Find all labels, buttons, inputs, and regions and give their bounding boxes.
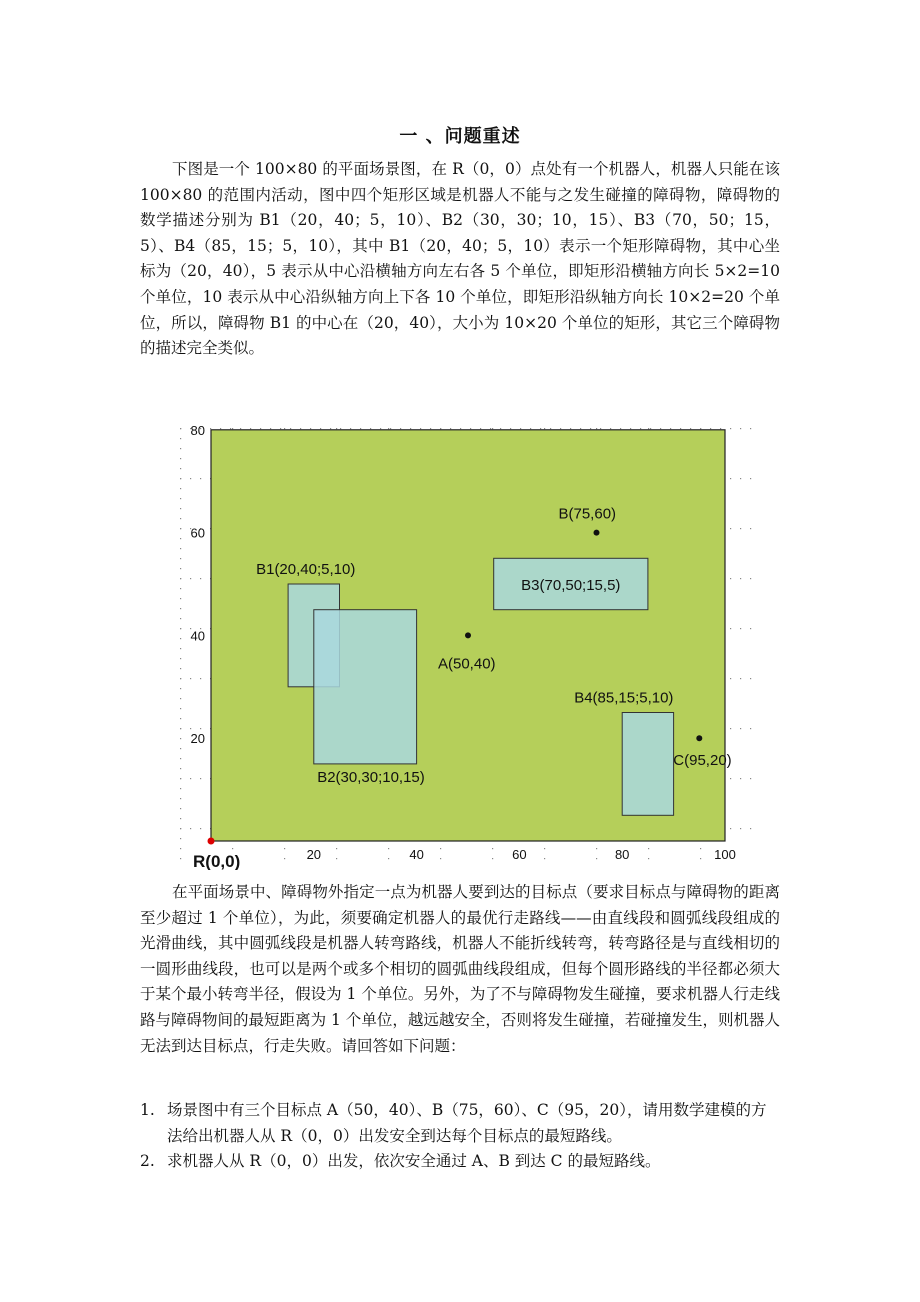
obstacle-label: B1(20,40;5,10)	[256, 561, 356, 578]
grid-dot	[190, 778, 191, 779]
grid-dot	[180, 698, 181, 699]
grid-dot	[180, 558, 181, 559]
grid-dot	[260, 428, 261, 429]
section-heading: 一 、问题重述	[399, 126, 521, 147]
grid-dot	[180, 428, 181, 429]
grid-dot	[330, 428, 331, 429]
grid-dot	[180, 528, 181, 529]
grid-dot	[180, 518, 181, 519]
grid-dot	[690, 428, 691, 429]
grid-dot	[180, 728, 181, 729]
body-paragraph: 在平面场景中、障碍物外指定一点为机器人要到达的目标点（要求目标点与障碍物的距离至少超过 1 个单位），为此，须要确定机器人的最优行走路线——由直线段和圆弧线段组成的光滑曲线，其中圆弧线段是机器人转弯路线，机器人不能折线转弯，转弯路径是与直线相切的一圆形曲线段，也可以是两个或多个相切的圆弧曲线段组成，但每个圆形路线的半径都必须大于某个最小转弯半径，假设为 1 个单位。另外，为了不与障碍物发生碰撞，要求机器人行走线路与障碍物间的最短距离为 1 个单位，越远越安全，否则将发生碰撞，若碰撞发生，则机器人无法到达目标点，行走失败。请回答如下问题：	[140, 883, 780, 1055]
x-tick-label: 40	[409, 847, 424, 862]
question-item	[140, 1098, 780, 1149]
grid-dot	[480, 428, 481, 429]
grid-dot	[570, 428, 571, 429]
grid-dot	[180, 688, 181, 689]
grid-dot	[230, 428, 231, 429]
grid-dot	[730, 778, 731, 779]
y-tick-label: 60	[190, 525, 205, 541]
grid-dot	[200, 778, 201, 779]
obstacle-rect	[314, 610, 417, 764]
grid-dot	[336, 428, 337, 429]
grid-dot	[284, 848, 285, 849]
grid-dot	[180, 548, 181, 549]
grid-dot	[180, 588, 181, 589]
grid-dot	[340, 428, 341, 429]
grid-dot	[180, 578, 181, 579]
grid-dot	[730, 578, 731, 579]
grid-dot	[730, 428, 731, 429]
grid-dot	[180, 628, 181, 629]
grid-dot	[180, 468, 181, 469]
obstacle-label: B4(85,15;5,10)	[574, 689, 674, 707]
grid-dot	[390, 428, 391, 429]
grid-dot	[180, 768, 181, 769]
grid-dot	[180, 858, 181, 859]
grid-dot	[180, 708, 181, 709]
grid-dot	[540, 428, 541, 429]
y-tick-label: 40	[190, 628, 205, 644]
grid-dot	[596, 428, 597, 429]
grid-dot	[180, 508, 181, 509]
grid-dot	[544, 858, 545, 859]
grid-dot	[388, 428, 389, 429]
target-point-label: B(75,60)	[558, 505, 617, 523]
grid-dot	[730, 678, 731, 679]
grid-dot	[740, 828, 741, 829]
target-point-label: A(50,40)	[438, 655, 496, 673]
grid-dot	[180, 798, 181, 799]
target-point	[696, 735, 702, 741]
question-text: 求机器人从 R（0，0）出发，依次安全通过 A、B 到达 C 的最短路线。	[167, 1152, 661, 1171]
grid-dot	[530, 428, 531, 429]
grid-dot	[280, 428, 281, 429]
grid-dot	[700, 848, 701, 849]
grid-dot	[180, 788, 181, 789]
grid-dot	[200, 678, 201, 679]
grid-dot	[180, 608, 181, 609]
grid-dot	[730, 728, 731, 729]
obstacle-label: B2(30,30;10,15)	[317, 768, 425, 786]
grid-dot	[470, 428, 471, 429]
grid-dot	[180, 828, 181, 829]
grid-dot	[740, 728, 741, 729]
grid-dot	[430, 428, 431, 429]
grid-dot	[180, 638, 181, 639]
grid-dot	[730, 478, 731, 479]
grid-dot	[750, 478, 751, 479]
grid-dot	[360, 428, 361, 429]
grid-dot	[400, 428, 401, 429]
grid-dot	[180, 818, 181, 819]
grid-dot	[180, 538, 181, 539]
grid-dot	[180, 648, 181, 649]
grid-dot	[388, 848, 389, 849]
grid-dot	[180, 738, 181, 739]
grid-dot	[200, 578, 201, 579]
grid-dot	[620, 428, 621, 429]
question-number: 1.	[140, 1101, 155, 1119]
grid-dot	[492, 428, 493, 429]
grid-dot	[180, 838, 181, 839]
grid-dot	[310, 428, 311, 429]
question-list	[140, 1098, 780, 1175]
grid-dot	[180, 808, 181, 809]
grid-dot	[370, 428, 371, 429]
intro-paragraph: 下图是一个 100×80 的平面场景图，在 R（0，0）点处有一个机器人，机器人只能在该 100×80 的范围内活动，图中四个矩形区域是机器人不能与之发生碰撞的障碍物，障碍物的数学描述分别为 B1（20，40；5，10）、B2（30，30；10，15）、B3（70，50；15，5）、B4（85，15；5，10），其中 B1（20，40；5，10）表示一个矩形障碍物，其中心坐标为（20，40），5 表示从中心沿横轴方向左右各 5 个单位，即矩形沿横轴方向长 5×2=10 个单位，10 表示从中心沿纵轴方向上下各 10 个单位，即矩形沿纵轴方向长 10×2=20 个单位，所以，障碍物 B1 的中心在（20，40），大小为 10×20 个单位的矩形，其它三个障碍物的描述完全类似。	[140, 160, 780, 358]
x-tick-label: 100	[714, 847, 736, 862]
grid-dot	[740, 628, 741, 629]
grid-dot	[492, 848, 493, 849]
grid-dot	[210, 428, 211, 429]
grid-dot	[650, 428, 651, 429]
grid-dot	[544, 848, 545, 849]
grid-dot	[250, 428, 251, 429]
grid-dot	[180, 568, 181, 569]
grid-dot	[648, 858, 649, 859]
grid-dot	[740, 478, 741, 479]
grid-dot	[440, 858, 441, 859]
grid-dot	[648, 848, 649, 849]
grid-dot	[550, 428, 551, 429]
grid-dot	[730, 628, 731, 629]
grid-dot	[730, 828, 731, 829]
grid-dot	[320, 428, 321, 429]
grid-dot	[750, 578, 751, 579]
grid-dot	[660, 428, 661, 429]
grid-dot	[596, 858, 597, 859]
question-text: 场景图中有三个目标点 A（50，40）、B（75，60）、C（95，20），请用数学建模的方法给出机器人从 R（0，0）出发安全到达每个目标点的最短路线。	[167, 1101, 767, 1145]
obstacle-rect	[622, 713, 673, 816]
grid-dot	[740, 428, 741, 429]
grid-dot	[640, 428, 641, 429]
grid-dot	[180, 748, 181, 749]
grid-dot	[580, 428, 581, 429]
grid-dot	[180, 718, 181, 719]
grid-dot	[220, 428, 221, 429]
grid-dot	[610, 428, 611, 429]
grid-dot	[740, 678, 741, 679]
grid-dot	[290, 428, 291, 429]
grid-dot	[190, 828, 191, 829]
grid-dot	[180, 478, 181, 479]
grid-dot	[740, 778, 741, 779]
grid-dot	[180, 678, 181, 679]
grid-dot	[232, 428, 233, 429]
scene-figure	[170, 420, 760, 870]
grid-dot	[590, 428, 591, 429]
grid-dot	[190, 678, 191, 679]
grid-dot	[180, 618, 181, 619]
grid-dot	[180, 598, 181, 599]
question-number: 2.	[140, 1152, 155, 1171]
grid-dot	[500, 428, 501, 429]
target-point-label: C(95,20)	[673, 752, 732, 770]
target-point	[465, 632, 471, 638]
grid-dot	[380, 428, 381, 429]
grid-dot	[630, 428, 631, 429]
grid-dot	[270, 428, 271, 429]
grid-dot	[190, 578, 191, 579]
grid-dot	[440, 848, 441, 849]
grid-dot	[200, 478, 201, 479]
grid-dot	[232, 848, 233, 849]
origin-point	[208, 838, 215, 845]
grid-dot	[300, 428, 301, 429]
grid-dot	[750, 628, 751, 629]
grid-dot	[750, 678, 751, 679]
grid-dot	[180, 488, 181, 489]
grid-dot	[680, 428, 681, 429]
grid-dot	[180, 758, 181, 759]
grid-dot	[492, 858, 493, 859]
grid-dot	[730, 528, 731, 529]
grid-dot	[410, 428, 411, 429]
grid-dot	[180, 778, 181, 779]
grid-dot	[510, 428, 511, 429]
grid-dot	[200, 728, 201, 729]
origin-label: R(0,0)	[193, 852, 241, 870]
grid-dot	[750, 428, 751, 429]
grid-dot	[648, 428, 649, 429]
x-tick-label: 60	[512, 847, 527, 862]
grid-dot	[450, 428, 451, 429]
grid-dot	[180, 658, 181, 659]
grid-dot	[350, 428, 351, 429]
obstacle-label: B3(70,50;15,5)	[521, 577, 621, 594]
grid-dot	[240, 428, 241, 429]
grid-dot	[336, 848, 337, 849]
grid-dot	[750, 778, 751, 779]
target-point	[594, 530, 600, 536]
grid-dot	[700, 858, 701, 859]
grid-dot	[700, 428, 701, 429]
question-item	[140, 1149, 780, 1175]
grid-dot	[284, 428, 285, 429]
grid-dot	[180, 668, 181, 669]
grid-dot	[200, 828, 201, 829]
grid-dot	[180, 848, 181, 849]
grid-dot	[710, 428, 711, 429]
grid-dot	[190, 728, 191, 729]
grid-dot	[190, 478, 191, 479]
grid-dot	[560, 428, 561, 429]
grid-dot	[490, 428, 491, 429]
x-tick-label: 80	[614, 847, 630, 862]
grid-dot	[740, 528, 741, 529]
grid-dot	[670, 428, 671, 429]
grid-dot	[180, 458, 181, 459]
grid-dot	[600, 428, 601, 429]
grid-dot	[750, 728, 751, 729]
grid-dot	[180, 498, 181, 499]
y-tick-label: 80	[190, 422, 205, 438]
grid-dot	[740, 578, 741, 579]
x-tick-label: 20	[306, 847, 322, 862]
grid-dot	[596, 848, 597, 849]
y-tick-label: 20	[190, 731, 205, 747]
grid-dot	[180, 448, 181, 449]
grid-dot	[750, 528, 751, 529]
grid-dot	[520, 428, 521, 429]
grid-dot	[180, 438, 181, 439]
grid-dot	[440, 428, 441, 429]
grid-dot	[284, 858, 285, 859]
grid-dot	[460, 428, 461, 429]
grid-dot	[336, 858, 337, 859]
grid-dot	[388, 858, 389, 859]
grid-dot	[544, 428, 545, 429]
grid-dot	[750, 828, 751, 829]
grid-dot	[420, 428, 421, 429]
grid-dot	[720, 428, 721, 429]
